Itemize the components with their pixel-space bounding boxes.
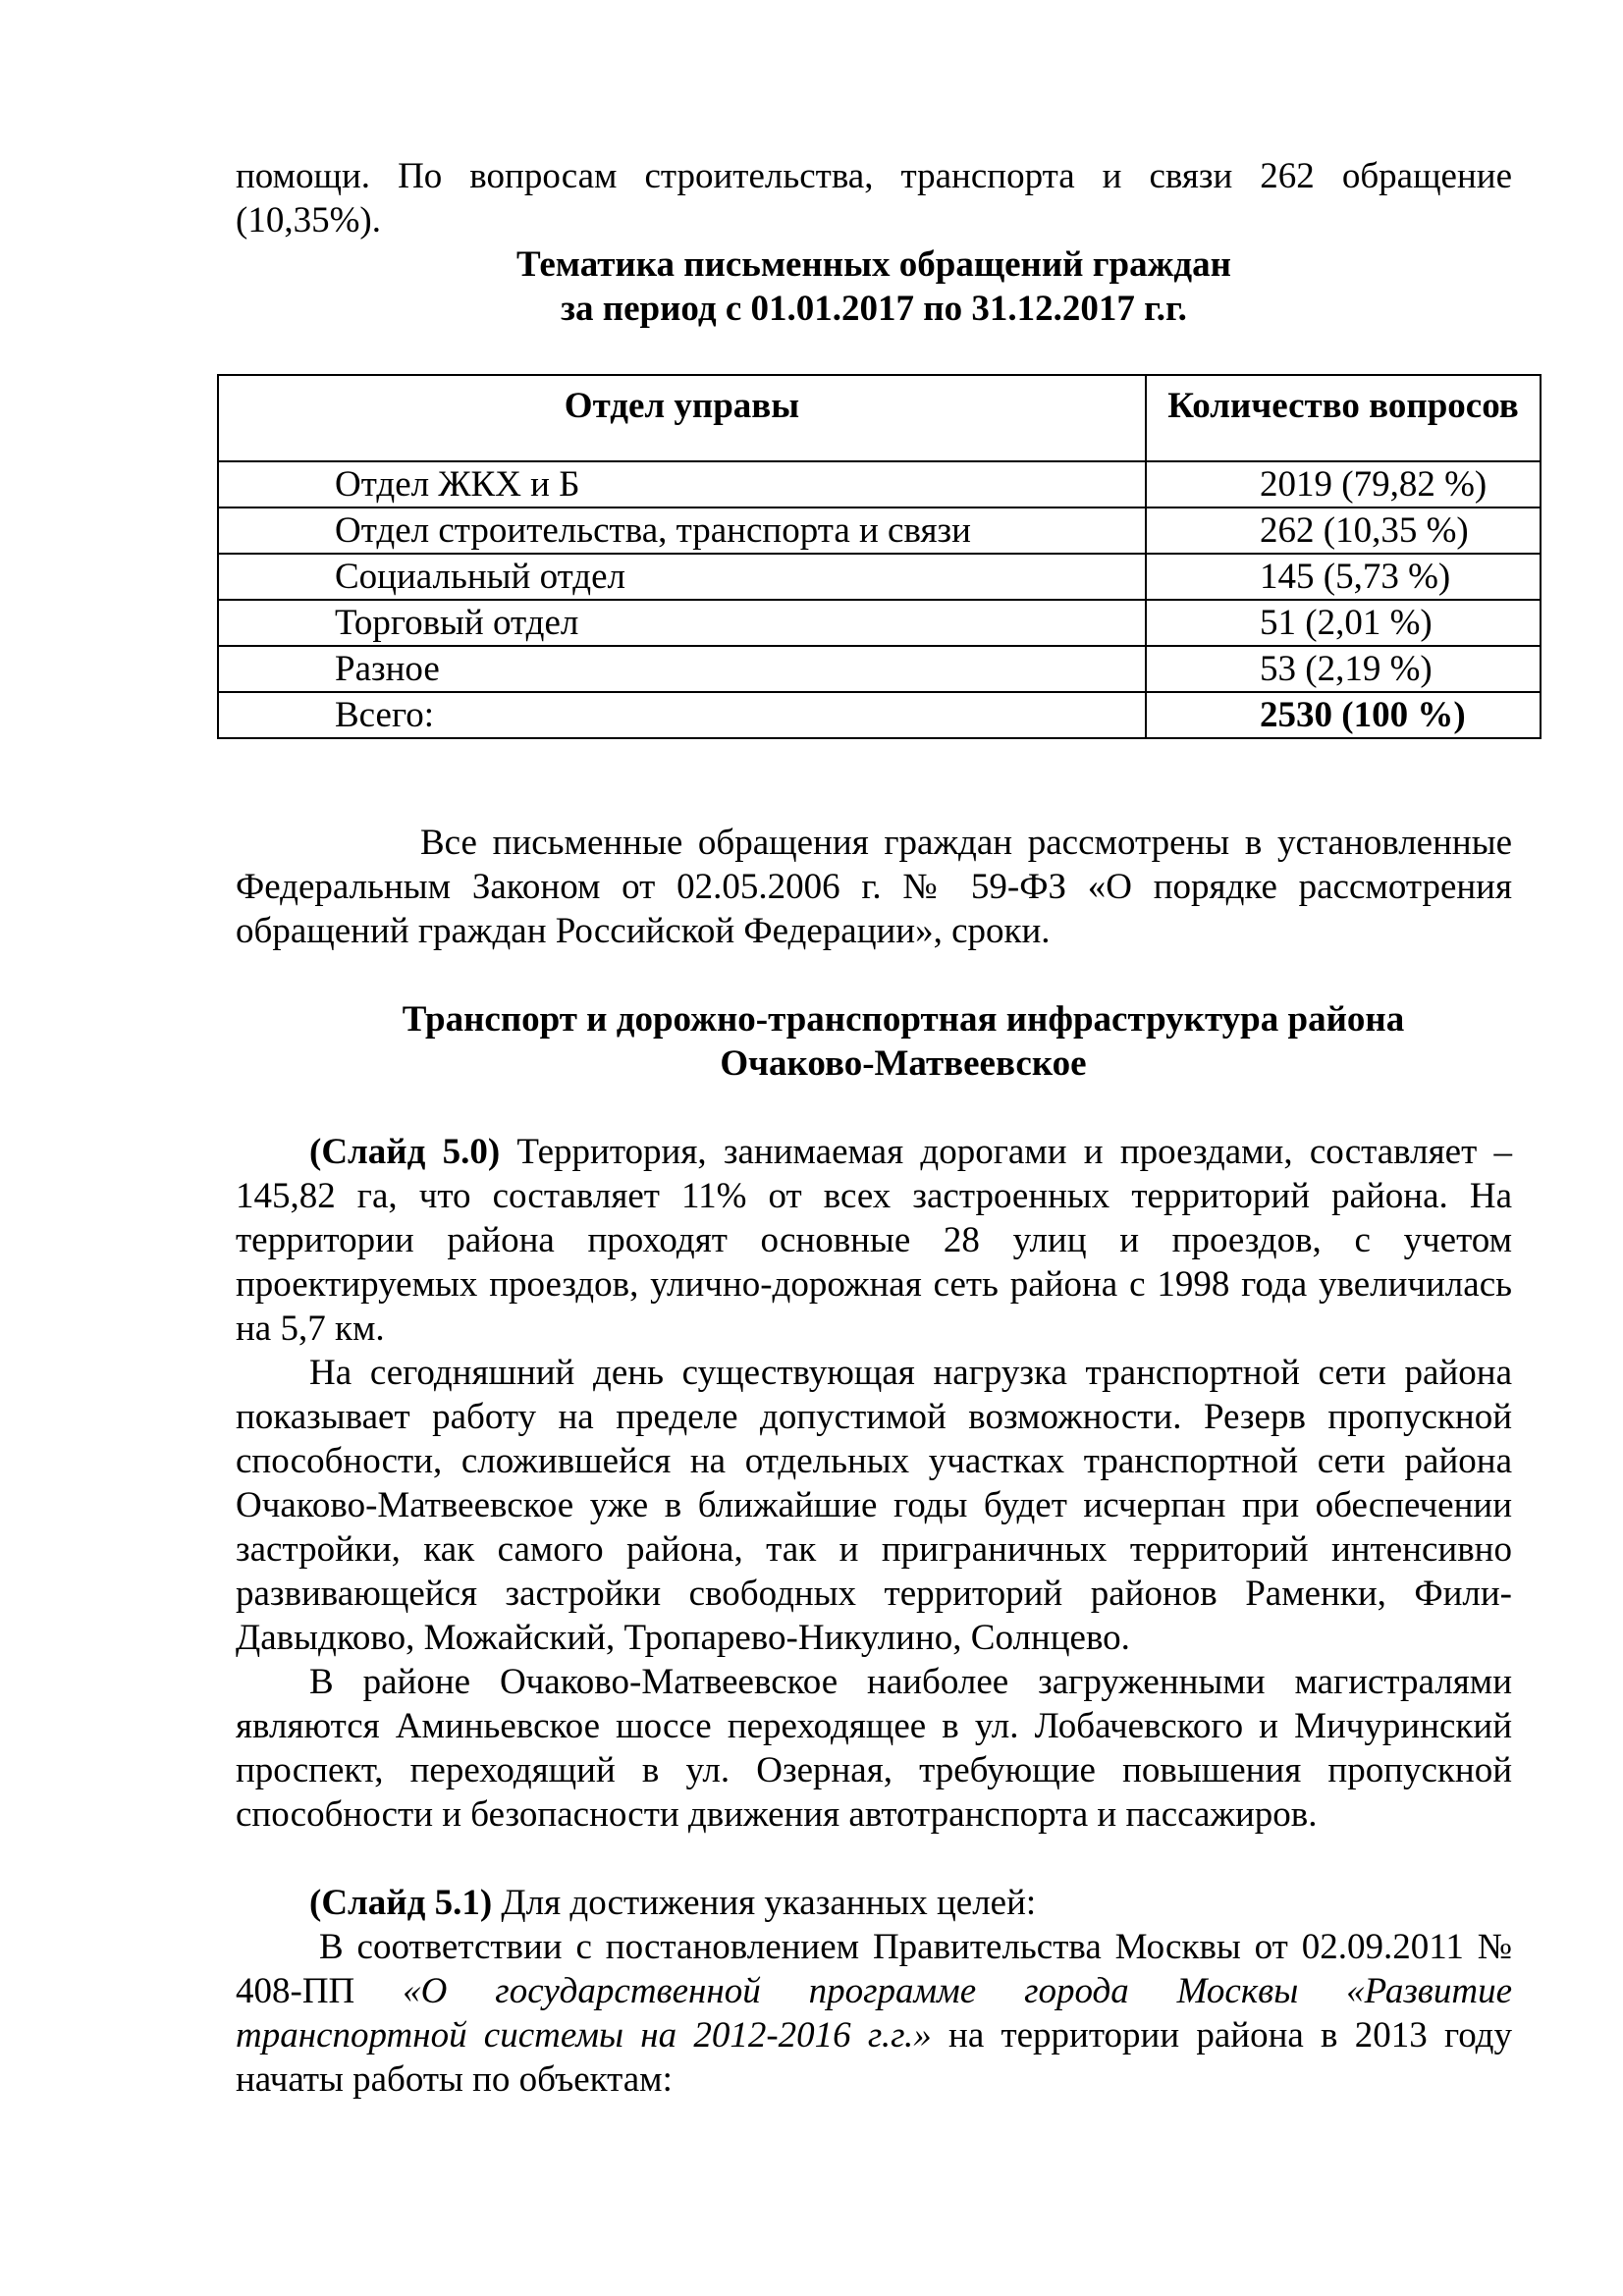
appeals-table xyxy=(217,374,1542,739)
para-slide-5-1 xyxy=(236,1881,1512,1925)
section-heading-line2: Очаково-Матвеевское xyxy=(720,1043,1087,1084)
top-paragraph-line1: помощи. По вопросам строительства, транспорта и связи 262 обращение xyxy=(236,156,1512,196)
table-cell-count: 53 (2,19 %) xyxy=(1146,646,1541,692)
decree-text-before: В соответствии с постановлением Правительства Москвы от 02.09.2011 № 408-ПП xyxy=(236,1927,1512,2011)
decree-text-after: на территории района в 2013 году начаты работы по объектам: xyxy=(236,2015,1512,2100)
slide-5-1-text: Для достижения указанных целей: xyxy=(492,1883,1037,1923)
table-cell-dept: Отдел строительства, транспорта и связи xyxy=(218,507,1146,554)
table-cell-count: 2019 (79,82 %) xyxy=(1146,461,1541,507)
top-paragraph xyxy=(236,154,1512,242)
table-title xyxy=(236,242,1512,331)
para-highways: В районе Очаково-Матвеевское наиболее загруженными магистралями являются Аминьевское шоссе переходящее в ул. Лобачевского и Мичуринский проспект, переходящий в ул. Озерная, требующие повышения пропускной способности и безопасности движения автотранспорта и пассажиров. xyxy=(236,1662,1512,1835)
table-cell-dept: Торговый отдел xyxy=(218,600,1146,646)
table-row xyxy=(218,507,1541,554)
table-row xyxy=(218,600,1541,646)
section-heading xyxy=(236,997,1512,1086)
table-row xyxy=(218,554,1541,600)
section-heading-line1: Транспорт и дорожно-транспортная инфраструктура района xyxy=(402,999,1405,1040)
slide-5-0-text: Территория, занимаемая дорогами и проездами, составляет – 145,82 га, что составляет 11% от всех застроенных территорий района. На территории района проходят основные 28 улиц и проездов, с учетом проектируемых проездов, улично-дорожная сеть района с 1998 года увеличилась на 5,7 км. xyxy=(236,1132,1512,1349)
table-header-count: Количество вопросов xyxy=(1146,375,1541,461)
table-cell-dept: Разное xyxy=(218,646,1146,692)
para-network-load: На сегодняшний день существующая нагрузка транспортной сети района показывает работу на пределе допустимой возможности. Резерв пропускной способности, сложившейся на отдельных участках транспортной сети района Очаково-Матвеевское уже в ближайшие годы будет исчерпан при обеспечении застройки, как самого района, так и приграничных территорий интенсивно развивающейся застройки свободных территорий районов Раменки, Фили-Давыдково, Можайский, Тропарево-Никулино, Солнцево. xyxy=(236,1353,1512,1658)
slide-5-1-label: (Слайд 5.1) xyxy=(309,1883,493,1923)
decree-italic-title: «О государственной программе города Москвы «Развитие транспортной системы на 2012-2016 г.г.» xyxy=(236,1971,1512,2056)
table-cell-dept: Отдел ЖКХ и Б xyxy=(218,461,1146,507)
table-total-row xyxy=(218,692,1541,738)
table-cell-total-label: Всего: xyxy=(218,692,1146,738)
table-title-line2: за период с 01.01.2017 по 31.12.2017 г.г. xyxy=(561,289,1187,329)
para-all-reviewed: Все письменные обращения граждан рассмотрены в установленные Федеральным Законом от 02.05.2006 г. № 59-ФЗ «О порядке рассмотрения обращений граждан Российской Федерации», сроки. xyxy=(236,823,1512,951)
top-paragraph-line2: (10,35%). xyxy=(236,200,381,240)
table-cell-count: 262 (10,35 %) xyxy=(1146,507,1541,554)
table-cell-total-count: 2530 (100 %) xyxy=(1146,692,1541,738)
para-decree xyxy=(236,1925,1512,2102)
table-row xyxy=(218,461,1541,507)
table-header-dept: Отдел управы xyxy=(218,375,1146,461)
table-cell-count: 145 (5,73 %) xyxy=(1146,554,1541,600)
table-cell-dept: Социальный отдел xyxy=(218,554,1146,600)
para-slide-5-0 xyxy=(236,1130,1512,1351)
table-row xyxy=(218,646,1541,692)
table-cell-count: 51 (2,01 %) xyxy=(1146,600,1541,646)
slide-5-0-label: (Слайд 5.0) xyxy=(309,1132,501,1172)
table-header-row xyxy=(218,375,1541,461)
table-title-line1: Тематика письменных обращений граждан xyxy=(516,244,1231,285)
